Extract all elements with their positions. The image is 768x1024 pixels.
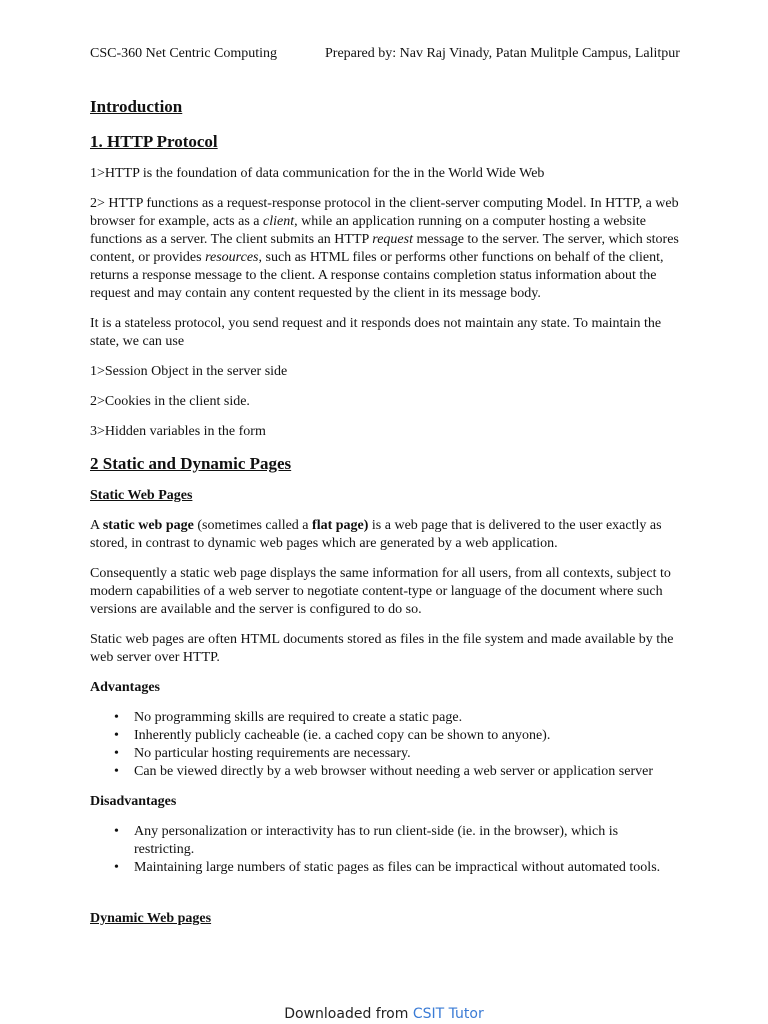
list-item: • No particular hosting requirements are necessary. <box>134 745 680 763</box>
course-title: CSC-360 Net Centric Computing <box>90 46 278 61</box>
static-web-page-term: static web page <box>102 518 194 533</box>
static-paragraph-1: A static web page (sometimes called a flat page) is a web page that is delivered to the user exactly as stored, in contrast to dynamic web pages which are generated by a web application. <box>90 518 662 551</box>
state-item-cookies: 2>Cookies in the client side. <box>90 394 250 409</box>
download-footer <box>0 1005 768 1023</box>
dynamic-pages-heading: Dynamic Web pages <box>90 911 212 926</box>
footer-prefix: Downloaded from <box>284 1006 413 1022</box>
introduction-heading: Introduction <box>90 97 183 116</box>
page-header <box>90 45 680 65</box>
state-item-hidden: 3>Hidden variables in the form <box>90 424 266 439</box>
static-paragraph-3: Static web pages are often HTML documents stored as files in the file system and made available by the web server over HTTP. <box>90 632 674 665</box>
list-item: • Inherently publicly cacheable (ie. a cached copy can be shown to anyone). <box>134 727 680 745</box>
state-item-session: 1>Session Object in the server side <box>90 364 288 379</box>
list-item: • Any personalization or interactivity has to run client-side (ie. in the browser), which is restricting. <box>134 823 680 859</box>
disadvantages-heading: Disadvantages <box>90 794 177 809</box>
http-paragraph-3: It is a stateless protocol, you send request and it responds does not maintain any state. To maintain the state, we can use <box>90 316 662 349</box>
flat-page-term: flat page) <box>312 518 369 533</box>
static-pages-heading: Static Web Pages <box>90 488 193 503</box>
request-term: request <box>372 232 413 247</box>
http-paragraph-2: 2> HTTP functions as a request-response protocol in the client-server computing Model. In HTTP, a web browser for example, acts as a client, while an application running on a computer hosting a website functions as a server. The client submits an HTTP request message to the server. The server, which stores content, or provides resources, such as HTML files or performs other functions on behalf of the client, returns a response message to the client. A response contains completion status information about the request and may contain any content requested by the client in its message body. <box>90 196 679 301</box>
client-term: client <box>262 214 295 229</box>
csit-tutor-link[interactable]: CSIT Tutor <box>412 1006 484 1022</box>
disadvantages-list <box>90 823 680 877</box>
author-info: Prepared by: Nav Raj Vinady, Patan Mulitple Campus, Lalitpur <box>325 46 680 61</box>
advantages-list <box>90 709 680 781</box>
list-item: • Maintaining large numbers of static pages as files can be impractical without automated tools. <box>134 859 680 877</box>
list-item: • Can be viewed directly by a web browser without needing a web server or application server <box>134 763 680 781</box>
http-paragraph-1: 1>HTTP is the foundation of data communication for the in the World Wide Web <box>90 166 545 181</box>
static-paragraph-2: Consequently a static web page displays the same information for all users, from all contexts, subject to modern capabilities of a web server to negotiate content-type or language of the document where such versions are available and the server is configured to do so. <box>90 566 671 617</box>
list-item: • No programming skills are required to create a static page. <box>134 709 680 727</box>
document-body <box>90 96 680 928</box>
advantages-heading: Advantages <box>90 680 161 695</box>
static-dynamic-heading: 2 Static and Dynamic Pages <box>90 454 292 473</box>
resources-term: resources <box>205 250 259 265</box>
http-protocol-heading: 1. HTTP Protocol <box>90 132 218 151</box>
